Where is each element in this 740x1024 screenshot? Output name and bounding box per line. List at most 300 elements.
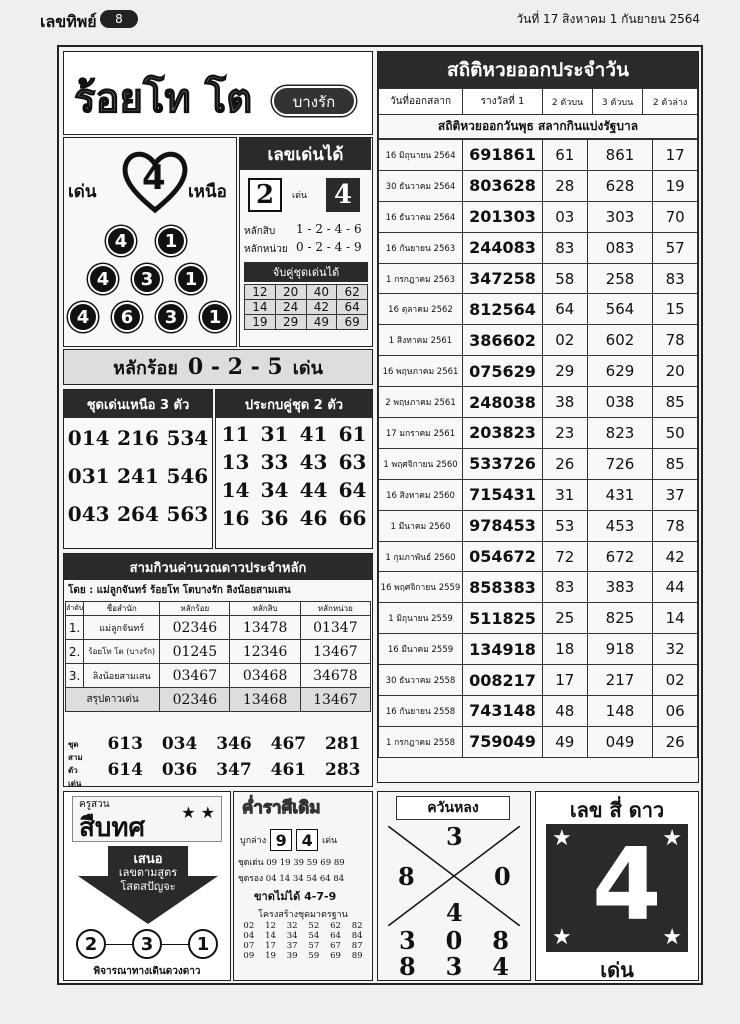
calc-digits: 01245 [160, 640, 230, 664]
promo-logo-text: สืบทศ [79, 813, 146, 843]
first-prize: 201303 [463, 201, 543, 232]
two-bottom: 78 [653, 325, 698, 356]
three-top: 383 [587, 572, 653, 603]
two-bottom: 19 [653, 170, 698, 201]
four-star-label: เด่น [600, 958, 634, 982]
stats-row [379, 572, 698, 603]
pyramid-ball: 3 [156, 302, 186, 332]
pair-cell: 69 [337, 315, 368, 330]
star-calc-title: สามกิวนค่านวณดาวประจำหลัก [64, 554, 372, 580]
leading-left-label: เด่น [68, 182, 97, 202]
cross-digit-bottom: 4 [446, 898, 463, 927]
structure-cell: 82 [351, 921, 363, 931]
structure-cell: 87 [351, 941, 363, 951]
zodiac-grid [234, 921, 372, 961]
two-top: 29 [543, 356, 588, 387]
star-icon: ★ [552, 925, 572, 950]
calc-header: ลำดับ [66, 602, 84, 616]
stats-header: วันที่ออกสลาก [379, 89, 463, 115]
draw-date: 30 ธันวาคม 2558 [379, 665, 463, 696]
pair-cell: 49 [306, 315, 337, 330]
two-top: 53 [543, 510, 588, 541]
structure-cell: 39 [286, 951, 298, 961]
three-digit-num: 264 [117, 502, 159, 526]
aftermath-digit: 3 [445, 952, 463, 981]
two-top: 18 [543, 634, 588, 665]
pyramid-ball: 4 [68, 302, 98, 332]
three-top: 825 [587, 603, 653, 634]
promo-circle: 3 [132, 929, 162, 959]
two-digit-num: 41 [299, 422, 328, 446]
units-digits: 0 - 2 - 4 - 9 [296, 240, 362, 254]
structure-cell: 69 [330, 951, 341, 961]
calc-header: ชื่อสำนัก [84, 602, 160, 616]
leading-right-label: เหนือ [188, 182, 227, 202]
logo-badge: บางรัก [272, 86, 356, 116]
calc-header: หลักสิบ [230, 602, 300, 616]
stats-row [379, 603, 698, 634]
stats-header: 2 ตัวบน [543, 89, 593, 115]
lead-digit-2: 4 [326, 178, 360, 212]
pair-cell: 64 [337, 300, 368, 315]
first-prize: 691861 [463, 140, 543, 171]
calc-index: 2. [66, 640, 84, 664]
two-digit-num: 34 [260, 478, 289, 502]
first-prize: 743148 [463, 696, 543, 727]
structure-cell: 89 [351, 951, 363, 961]
pyramid-ball: 4 [106, 226, 136, 256]
set-num: 347 [216, 760, 252, 780]
three-top: 628 [587, 170, 653, 201]
three-top: 918 [587, 634, 653, 665]
star-calc-author: โดย : แม่ลูกจันทร์ ร้อยโท โตบางรัก ลิงน้อยสามเสน [68, 585, 291, 596]
first-prize: 347258 [463, 263, 543, 294]
two-bottom: 17 [653, 140, 698, 171]
pair-cell: 14 [245, 300, 276, 315]
calc-source: ลิงน้อยสามเสน [84, 664, 160, 688]
four-star-digit: 4 [592, 826, 662, 943]
two-digit-num: 33 [260, 450, 289, 474]
calc-summary: 02346 [160, 688, 230, 712]
calc-digits: 02346 [160, 616, 230, 640]
stats-row [379, 510, 698, 541]
pyramid-ball: 4 [88, 264, 118, 294]
two-top: 61 [543, 140, 588, 171]
three-digit-num: 014 [67, 426, 110, 450]
magazine-name: เลขทิพย์ [40, 12, 97, 31]
three-top: 431 [587, 479, 653, 510]
two-top: 17 [543, 665, 588, 696]
star-icon: ★ ★ [181, 803, 215, 822]
three-digit-row [64, 464, 212, 488]
two-top: 25 [543, 603, 588, 634]
logo-box [63, 51, 373, 135]
stats-header: รางวัลที่ 1 [463, 89, 543, 115]
hundreds-value: 0 - 2 - 5 [187, 354, 283, 380]
three-digit-num: 043 [67, 502, 110, 526]
stats-row [379, 541, 698, 572]
stats-row [379, 356, 698, 387]
stats-row [379, 479, 698, 510]
two-top: 02 [543, 325, 588, 356]
cross-digit-right: 0 [494, 862, 511, 891]
structure-cell: 14 [265, 931, 276, 941]
two-bottom: 50 [653, 418, 698, 449]
two-bottom: 37 [653, 479, 698, 510]
calc-digits: 12346 [230, 640, 300, 664]
zodiac-box [233, 791, 373, 981]
two-digit-num: 13 [221, 450, 250, 474]
bottom-digit: 9 [270, 829, 292, 851]
draw-date: 16 ธันวาคม 2564 [379, 201, 463, 232]
four-star-panel [546, 824, 688, 952]
two-top: 49 [543, 726, 588, 757]
two-digit-num: 46 [299, 506, 328, 530]
draw-date: 1 มีนาคม 2560 [379, 510, 463, 541]
two-bottom: 14 [653, 603, 698, 634]
promo-logo [72, 796, 222, 842]
star-icon: ★ [662, 925, 682, 950]
stats-row [379, 325, 698, 356]
first-prize: 203823 [463, 418, 543, 449]
stats-row [379, 232, 698, 263]
two-bottom: 42 [653, 541, 698, 572]
two-digit-num: 66 [338, 506, 367, 530]
cross-digit-top: 3 [446, 822, 463, 851]
cross-digit-left: 8 [398, 862, 415, 891]
three-top: 861 [587, 140, 653, 171]
stats-row [379, 634, 698, 665]
stats-row [379, 418, 698, 449]
calc-digits: 13467 [300, 640, 370, 664]
calc-header: หลักหน่วย [300, 602, 370, 616]
draw-date: 2 พฤษภาคม 2561 [379, 387, 463, 418]
three-digit-num: 241 [117, 464, 159, 488]
first-prize: 812564 [463, 294, 543, 325]
draw-date: 1 กรกฎาคม 2563 [379, 263, 463, 294]
draw-date: 1 กรกฎาคม 2558 [379, 726, 463, 757]
logo-text: ร้อยโท โต [74, 75, 253, 122]
set-num: 281 [325, 734, 361, 754]
lead-box-title: เลขเด่นได้ [240, 138, 371, 170]
bottom-digit: 4 [296, 829, 318, 851]
stats-row [379, 387, 698, 418]
top-bar [0, 0, 740, 38]
first-prize: 386602 [463, 325, 543, 356]
promo-circle: 2 [76, 929, 106, 959]
pyramid-ball: 3 [132, 264, 162, 294]
aftermath-digit: 4 [492, 952, 509, 981]
first-prize: 248038 [463, 387, 543, 418]
set-num: 034 [161, 734, 198, 754]
two-digit-num: 31 [260, 422, 289, 446]
two-top: 58 [543, 263, 588, 294]
two-digit-num: 44 [299, 478, 328, 502]
aftermath-title: ควันหลง [396, 796, 510, 820]
structure-cell: 12 [265, 921, 276, 931]
two-digit-row [216, 450, 372, 474]
draw-date: 1 กุมภาพันธ์ 2560 [379, 541, 463, 572]
draw-date: 1 สิงหาคม 2561 [379, 325, 463, 356]
two-bottom: 70 [653, 201, 698, 232]
two-bottom: 26 [653, 726, 698, 757]
stats-row [379, 263, 698, 294]
two-bottom: 85 [653, 448, 698, 479]
two-top: 83 [543, 572, 588, 603]
pairs-table [244, 284, 368, 330]
two-digit-num: 61 [338, 422, 367, 446]
leading-digit-box [63, 137, 237, 347]
first-prize: 054672 [463, 541, 543, 572]
stats-row [379, 448, 698, 479]
three-top: 602 [587, 325, 653, 356]
promo-caption: พิจารณาทางเดินดวงดาว [93, 966, 201, 977]
bottom-pair-label: บูกล่าง [240, 836, 267, 846]
calc-index: 1. [66, 616, 84, 640]
promo-circle: 1 [188, 929, 218, 959]
draw-date: 16 มีนาคม 2559 [379, 634, 463, 665]
four-star-box [535, 791, 699, 981]
stats-header: 2 ตัวล่าง [643, 89, 698, 115]
two-top: 03 [543, 201, 588, 232]
calc-digits: 01347 [300, 616, 370, 640]
bottom-pair-row [234, 823, 372, 851]
three-top: 726 [587, 448, 653, 479]
issue-date: วันที่ 17 สิงหาคม 1 กันยายน 2564 [516, 12, 700, 26]
set-num: 614 [107, 760, 143, 780]
calc-source: แม่ลูกจันทร์ [84, 616, 160, 640]
zodiac-struct-title: โครงสร้างชุดมาตรฐาน [258, 910, 348, 920]
calc-digits: 03467 [160, 664, 230, 688]
structure-cell: 57 [308, 941, 320, 951]
three-digit-num: 546 [166, 464, 209, 488]
draw-date: 16 พฤศจิกายน 2559 [379, 572, 463, 603]
pair-cell: 24 [275, 300, 306, 315]
leading-digit: 4 [142, 158, 166, 198]
star-calc-table [65, 601, 371, 712]
three-digit-num: 563 [166, 502, 209, 526]
calc-header: หลักร้อย [160, 602, 230, 616]
pair-cell: 62 [337, 285, 368, 300]
calc-digits: 34678 [300, 664, 370, 688]
first-prize: 533726 [463, 448, 543, 479]
lead-separator: เด่น [292, 191, 308, 201]
structure-cell: 07 [243, 941, 255, 951]
three-digit-num: 031 [67, 464, 110, 488]
draw-date: 16 กันยายน 2563 [379, 232, 463, 263]
draw-date: 16 มิถุนายน 2564 [379, 140, 463, 171]
set-row [98, 734, 370, 754]
two-top: 31 [543, 479, 588, 510]
units-label: หลักหน่วย [244, 244, 288, 255]
pair-cell: 42 [306, 300, 337, 315]
pair-cell: 20 [275, 285, 306, 300]
two-bottom: 02 [653, 665, 698, 696]
two-digit-num: 16 [221, 506, 250, 530]
pyramid-ball: 1 [156, 226, 186, 256]
draw-date: 1 มิถุนายน 2559 [379, 603, 463, 634]
three-digit-row [64, 426, 212, 450]
zodiac-missing: ขาดไม่ได้ 4-7-9 [254, 890, 337, 903]
first-prize: 978453 [463, 510, 543, 541]
pair-cell: 29 [275, 315, 306, 330]
two-top: 83 [543, 232, 588, 263]
three-top: 258 [587, 263, 653, 294]
set-num: 283 [325, 760, 361, 780]
two-top: 28 [543, 170, 588, 201]
two-top: 38 [543, 387, 588, 418]
two-digit-row [216, 422, 372, 446]
set-num: 346 [216, 734, 252, 754]
calc-summary: 13467 [300, 688, 370, 712]
two-bottom: 78 [653, 510, 698, 541]
aftermath-row [384, 952, 524, 981]
two-digit-row [216, 478, 372, 502]
set-num: 613 [107, 734, 143, 754]
three-top: 148 [587, 696, 653, 727]
set-row [98, 760, 370, 780]
two-bottom: 06 [653, 696, 698, 727]
first-prize: 244083 [463, 232, 543, 263]
draw-date: 16 สิงหาคม 2560 [379, 479, 463, 510]
two-digit-num: 64 [338, 478, 367, 502]
three-digit-box [63, 389, 213, 549]
two-bottom: 83 [653, 263, 698, 294]
structure-cell: 54 [308, 931, 320, 941]
aftermath-digit: 3 [398, 926, 416, 955]
three-top: 083 [587, 232, 653, 263]
first-prize: 858383 [463, 572, 543, 603]
calc-source: ร้อยโท โต (บางรัก) [84, 640, 160, 664]
stats-title: สถิติหวยออกประจำวัน [378, 52, 698, 88]
structure-cell: 04 [243, 931, 255, 941]
two-top: 64 [543, 294, 588, 325]
three-digit-num: 534 [166, 426, 209, 450]
bottom-pair-suffix: เด่น [322, 836, 338, 846]
draw-date: 1 พฤศจิกายน 2560 [379, 448, 463, 479]
stats-row [379, 665, 698, 696]
pair-cell: 40 [306, 285, 337, 300]
three-top: 823 [587, 418, 653, 449]
set-num: 467 [270, 734, 307, 754]
stats-row [379, 294, 698, 325]
structure-cell: 32 [286, 921, 298, 931]
two-digit-num: 14 [221, 478, 250, 502]
structure-cell: 64 [330, 931, 341, 941]
calc-summary-label: สรุปดาวเด่น [66, 688, 160, 712]
first-prize: 803628 [463, 170, 543, 201]
structure-cell: 67 [330, 941, 341, 951]
first-prize: 759049 [463, 726, 543, 757]
structure-cell: 09 [243, 951, 255, 961]
two-digit-num: 36 [260, 506, 289, 530]
two-digit-row [216, 506, 372, 530]
two-top: 72 [543, 541, 588, 572]
two-digit-title: ประกบคู่ชุด 2 ตัว [216, 390, 372, 418]
three-top: 303 [587, 201, 653, 232]
stats-subtitle: สถิติหวยออกวันพุธ สลากกินแบ่งรัฐบาล [379, 115, 698, 139]
zodiac-title: ค่ำราศีเดิม [242, 798, 321, 818]
two-top: 26 [543, 448, 588, 479]
two-digit-num: 11 [221, 422, 250, 446]
structure-cell: 37 [286, 941, 298, 951]
structure-cell: 19 [265, 951, 276, 961]
structure-cell: 52 [308, 921, 320, 931]
pyramid-ball: 6 [112, 302, 142, 332]
structure-cell: 34 [286, 931, 298, 941]
first-prize: 715431 [463, 479, 543, 510]
set-label: ชุด สามตัว เด่น [68, 740, 83, 788]
promo-offer: เสนอ [133, 852, 163, 867]
hundreds-suffix: เด่น [292, 357, 323, 379]
lead-number-box [239, 137, 373, 347]
aftermath-digit: 8 [492, 926, 509, 955]
calc-digits: 13478 [230, 616, 300, 640]
draw-date: 30 ธันวาคม 2564 [379, 170, 463, 201]
structure-cell: 17 [265, 941, 276, 951]
three-top: 038 [587, 387, 653, 418]
star-icon: ★ [662, 826, 682, 851]
aftermath-digit: 0 [445, 926, 463, 955]
pyramid-ball: 1 [176, 264, 206, 294]
draw-date: 16 ตุลาคม 2562 [379, 294, 463, 325]
first-prize: 511825 [463, 603, 543, 634]
page-number: 8 [100, 10, 138, 28]
tens-digits: 1 - 2 - 4 - 6 [296, 222, 362, 236]
draw-date: 16 พฤษภาคม 2561 [379, 356, 463, 387]
structure-cell: 84 [351, 931, 363, 941]
two-bottom: 20 [653, 356, 698, 387]
stats-header: 3 ตัวบน [593, 89, 643, 115]
zodiac-line: ชุดเด่น 09 19 39 59 69 89 [238, 858, 345, 868]
two-bottom: 57 [653, 232, 698, 263]
two-bottom: 15 [653, 294, 698, 325]
stats-row [379, 201, 698, 232]
two-top: 48 [543, 696, 588, 727]
promo-box [63, 791, 231, 981]
aftermath-row [384, 926, 524, 955]
draw-date: 16 กันยายน 2558 [379, 696, 463, 727]
promo-offer-detail: เลขตามสูตร โสตสปัญจะ [118, 866, 178, 893]
pyramid-ball: 1 [200, 302, 230, 332]
stats-row [379, 696, 698, 727]
stats-rows [378, 139, 698, 758]
first-prize: 075629 [463, 356, 543, 387]
two-bottom: 85 [653, 387, 698, 418]
zodiac-line: ชุดรอง 04 14 34 54 64 84 [238, 874, 345, 884]
aftermath-digit: 8 [398, 952, 416, 981]
structure-cell: 62 [330, 921, 341, 931]
calc-index: 3. [66, 664, 84, 688]
calc-summary: 13468 [230, 688, 300, 712]
structure-cell: 02 [243, 921, 255, 931]
three-top: 049 [587, 726, 653, 757]
pairs-title: จับคู่ชุดเด่นได้ [244, 262, 368, 282]
pair-cell: 19 [245, 315, 276, 330]
set-num: 036 [161, 760, 198, 780]
structure-cell: 59 [308, 951, 320, 961]
two-bottom: 32 [653, 634, 698, 665]
first-prize: 134918 [463, 634, 543, 665]
three-top: 217 [587, 665, 653, 696]
three-top: 453 [587, 510, 653, 541]
two-top: 23 [543, 418, 588, 449]
three-digit-num: 216 [117, 426, 159, 450]
stats-box [377, 51, 699, 783]
star-icon: ★ [552, 826, 572, 851]
star-calc-box [63, 553, 373, 787]
three-top: 672 [587, 541, 653, 572]
